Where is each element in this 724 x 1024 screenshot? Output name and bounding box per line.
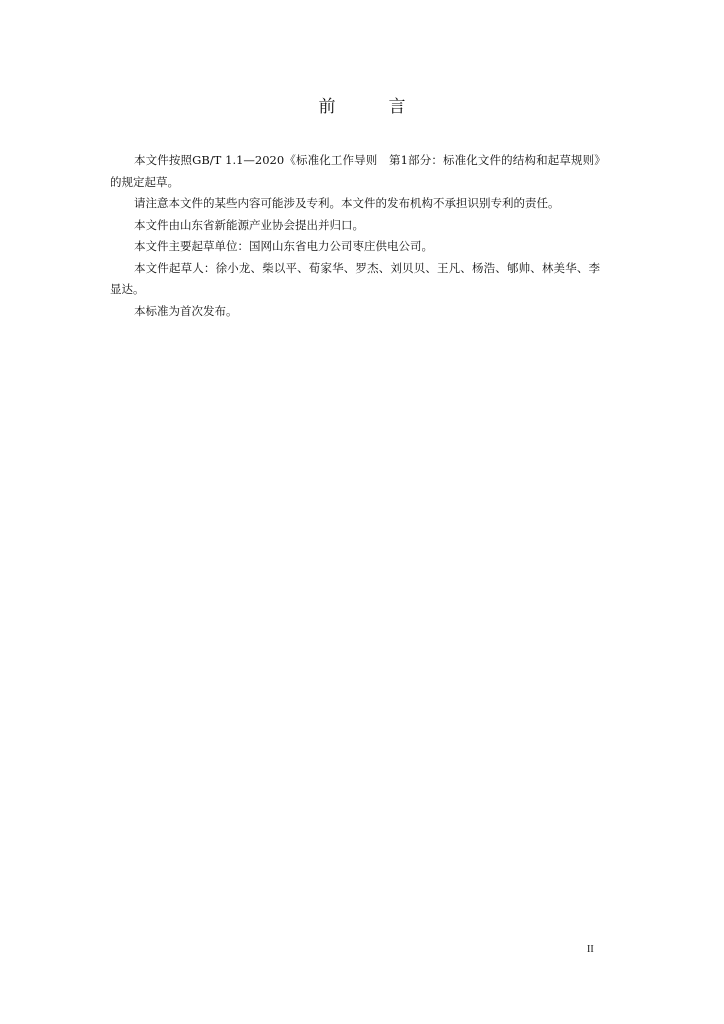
paragraph-first-release: 本标准为首次发布。 xyxy=(134,303,238,318)
paragraph-drafters: 本文件起草人：徐小龙、柴以平、荀家华、罗杰、刘贝贝、王凡、杨浩、郇帅、林美华、李显达。 xyxy=(110,260,600,296)
foreword-body xyxy=(110,150,600,322)
paragraph-drafting-unit: 本文件主要起草单位：国网山东省电力公司枣庄供电公司。 xyxy=(134,239,433,253)
page-title: 前 言 xyxy=(318,97,424,117)
paragraph-drafting-rules: 本文件按照GB/T 1.1—2020《标准化工作导则 第1部分：标准化文件的结构和起草规则》的规定起草。 xyxy=(110,153,600,189)
paragraph-patent-notice: 请注意本文件的某些内容可能涉及专利。本文件的发布机构不承担识别专利的责任。 xyxy=(134,196,560,210)
page-number: II xyxy=(587,944,594,955)
paragraph-proposer: 本文件由山东省新能源产业协会提出并归口。 xyxy=(134,217,364,232)
